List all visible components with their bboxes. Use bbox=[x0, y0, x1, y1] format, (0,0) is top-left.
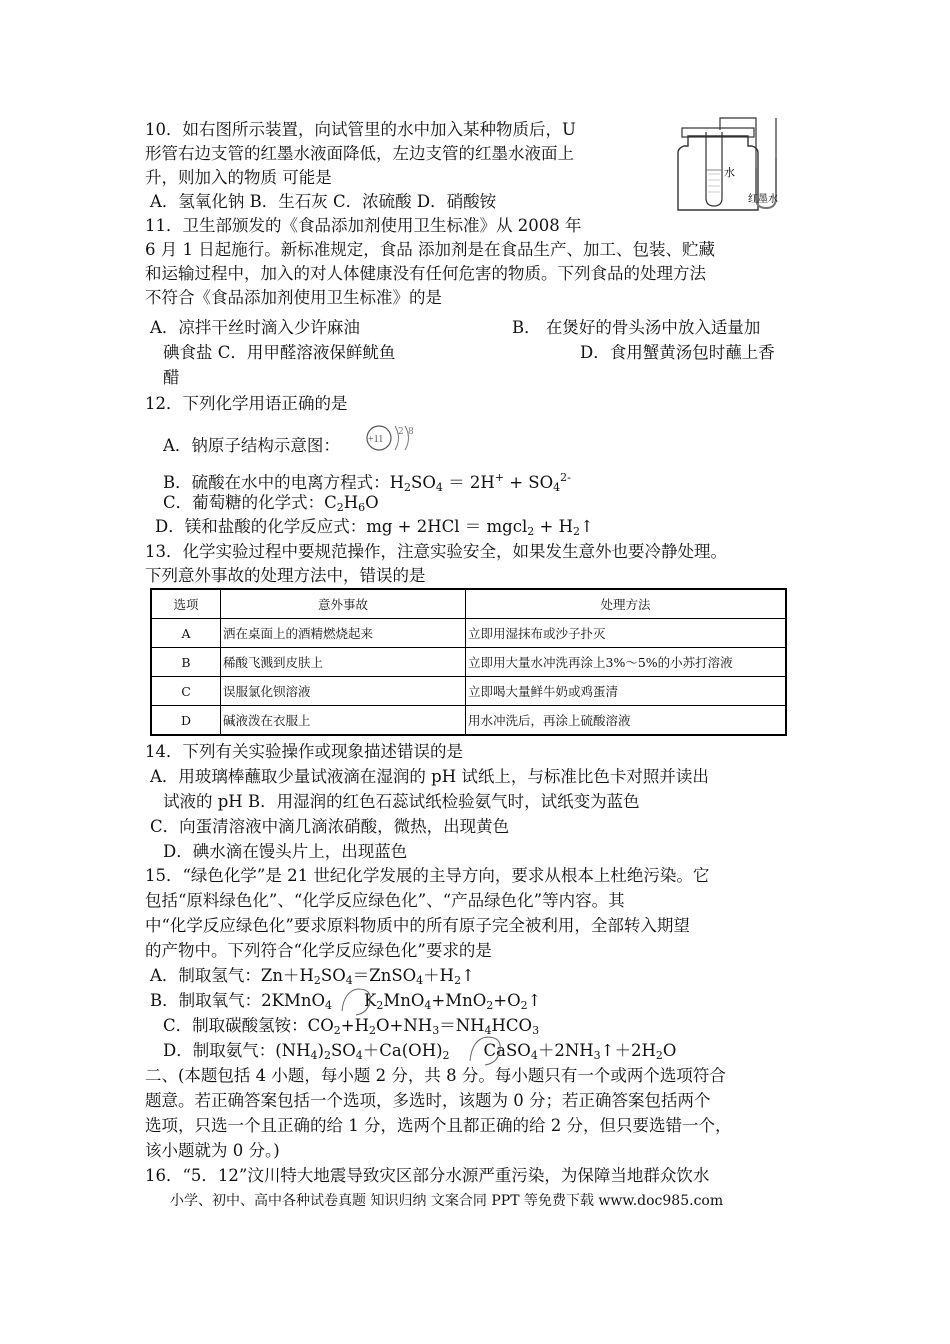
q11-line7: 醋 bbox=[163, 368, 180, 387]
q10-line2: 形管右边支管的红墨水液面降低，左边支管的红墨水液面上 bbox=[145, 144, 574, 163]
section2-line2: 题意。若正确答案包括一个选项，多选时，该题为 0 分；若正确答案包括两个 bbox=[145, 1091, 711, 1110]
table-header-row bbox=[151, 589, 786, 619]
q14-line5: D．碘水滴在馒头片上，出现蓝色 bbox=[163, 842, 408, 861]
row-treatment: 立即喝大量鲜牛奶或鸡蛋清 bbox=[466, 677, 787, 706]
q15-line2: 包括“原料绿色化”、“化学反应绿色化”、“产品绿色化”等内容。其 bbox=[145, 891, 625, 910]
q13-line2: 下列意外事故的处理方法中，错误的是 bbox=[145, 566, 426, 585]
table-row bbox=[151, 648, 786, 677]
q13-line1: 13．化学实验过程中要规范操作，注意实验安全，如果发生意外也要冷静处理。 bbox=[145, 542, 727, 561]
table-row bbox=[151, 706, 786, 736]
q14-line2: A．用玻璃棒蘸取少量试液滴在湿润的 pH 试纸上，与标准比色卡对照并读出 bbox=[150, 767, 709, 786]
q10-line3: 升，则加入的物质 可能是 bbox=[145, 168, 332, 187]
heat-symbol bbox=[468, 1033, 506, 1067]
q12-option-b: B．硫酸在水中的电离方程式：$H_2SO_4 = 2H^+ + SO_4^{2-}$ bbox=[163, 471, 571, 494]
section2-line1: 二、(本题包括 4 小题，每小题 2 分，共 8 分。每小题只有一个或两个选项符合 bbox=[145, 1066, 726, 1085]
section2-line3: 选项，只选一个且正确的给 1 分，选两个且都正确的给 2 分，但只要选错一个， bbox=[145, 1116, 732, 1135]
q15-option-d: D．制取氨气：$(NH_4)_2SO_4+Ca(OH)_2$ $CaSO_4+2NH_3↑+2H_2O$ bbox=[163, 1041, 677, 1062]
row-treatment: 立即用大量水冲洗再涂上3%～5%的小苏打溶液 bbox=[466, 648, 787, 677]
page-footer: 小学、初中、高中各种试卷真题 知识归纳 文案合同 PPT 等免费下载 www.doc985.com bbox=[170, 1193, 724, 1209]
q16-line1: 16．“5．12”汶川特大地震导致灾区部分水源严重污染，为保障当地群众饮水 bbox=[145, 1166, 710, 1185]
atom-shell2-electrons: 8 bbox=[408, 427, 414, 437]
row-treatment: 用水冲洗后，再涂上硫酸溶液 bbox=[466, 706, 787, 736]
row-option: C bbox=[151, 677, 221, 706]
label-water: 水 bbox=[724, 167, 735, 179]
q12-option-c: C．葡萄糖的化学式：$C_2H_6O$ bbox=[163, 493, 379, 514]
q10-options: A．氢氧化钠 B．生石灰 C．浓硫酸 D．硝酸铵 bbox=[150, 192, 497, 211]
q11-option-a: A．凉拌干丝时滴入少许麻油 bbox=[150, 318, 360, 337]
q14-line1: 14．下列有关实验操作或现象描述错误的是 bbox=[145, 742, 463, 761]
row-option: D bbox=[151, 706, 221, 736]
table-row bbox=[151, 677, 786, 706]
apparatus-figure bbox=[668, 108, 798, 218]
q11-line2: 6 月 1 日起施行。新标准规定，食品 添加剂是在食品生产、加工、包装、贮藏 bbox=[145, 240, 715, 259]
row-option: A bbox=[151, 619, 221, 648]
atom-core-label: +11 bbox=[368, 434, 384, 445]
q11-line1: 11．卫生部颁发的《食品添加剂使用卫生标准》从 2008 年 bbox=[145, 216, 582, 235]
q15-option-a: A．制取氢气：$Zn+H_2SO_4=ZnSO_4+H_2↑$ bbox=[150, 966, 475, 987]
row-accident: 误服氯化钡溶液 bbox=[221, 677, 466, 706]
q11-option-b: B． 在煲好的骨头汤中放入适量加 bbox=[512, 318, 761, 337]
q15-option-b: B．制取氧气：2KMnO$_4$ $K_2MnO_4+MnO_2+O_2↑$ bbox=[150, 991, 542, 1012]
row-accident: 碱液泼在衣服上 bbox=[221, 706, 466, 736]
section2-line4: 该小题就为 0 分。) bbox=[145, 1141, 280, 1160]
q15-line4: 的产物中。下列符合“化学反应绿色化”要求的是 bbox=[145, 941, 492, 960]
q14-line3: 试液的 pH B．用湿润的红色石蕊试纸检验氨气时，试纸变为蓝色 bbox=[163, 792, 640, 811]
atom-shell1-electrons: 2 bbox=[398, 427, 404, 437]
q11-line3: 和运输过程中，加入的对人体健康没有任何危害的物质。下列食品的处理方法 bbox=[145, 264, 706, 283]
q12-option-a: A．钠原子结构示意图： bbox=[163, 436, 340, 455]
q15-line3: 中“化学反应绿色化”要求原料物质中的所有原子完全被利用，全部转入期望 bbox=[145, 916, 690, 935]
q11-line4: 不符合《食品添加剂使用卫生标准》的是 bbox=[145, 288, 442, 307]
q10-line1: 10．如右图所示装置，向试管里的水中加入某种物质后，U bbox=[145, 120, 576, 139]
heat-symbol bbox=[340, 985, 376, 1017]
row-accident: 洒在桌面上的酒精燃烧起来 bbox=[221, 619, 466, 648]
q15-option-c: C．制取碳酸氢铵：$CO_2+H_2O+NH_3=NH_4HCO_3$ bbox=[163, 1016, 540, 1037]
q12-stem: 12．下列化学用语正确的是 bbox=[145, 394, 348, 413]
row-option: B bbox=[151, 648, 221, 677]
q15-line1: 15．“绿色化学”是 21 世纪化学发展的主导方向，要求从根本上杜绝污染。它 bbox=[145, 866, 710, 885]
header-accident: 意外事故 bbox=[221, 589, 466, 619]
q11-option-d: D．食用蟹黄汤包时蘸上香 bbox=[580, 343, 775, 362]
q11-option-c: 碘食盐 C．用甲醛溶液保鲜鱿鱼 bbox=[163, 343, 396, 362]
row-accident: 稀酸飞溅到皮肤上 bbox=[221, 648, 466, 677]
header-option: 选项 bbox=[151, 589, 221, 619]
sodium-atom-diagram bbox=[362, 420, 432, 460]
table-row bbox=[151, 619, 786, 648]
row-treatment: 立即用湿抹布或沙子扑灭 bbox=[466, 619, 787, 648]
q14-line4: C．向蛋清溶液中滴几滴浓硝酸，微热，出现黄色 bbox=[150, 817, 510, 836]
accident-table bbox=[150, 588, 787, 736]
label-red-ink: 红墨水 bbox=[748, 194, 778, 205]
header-treatment: 处理方法 bbox=[466, 589, 787, 619]
q12-option-d: D．镁和盐酸的化学反应式：mg + 2HCl ＝ mgcl$_2$ + $H_2↑$ bbox=[155, 517, 594, 538]
